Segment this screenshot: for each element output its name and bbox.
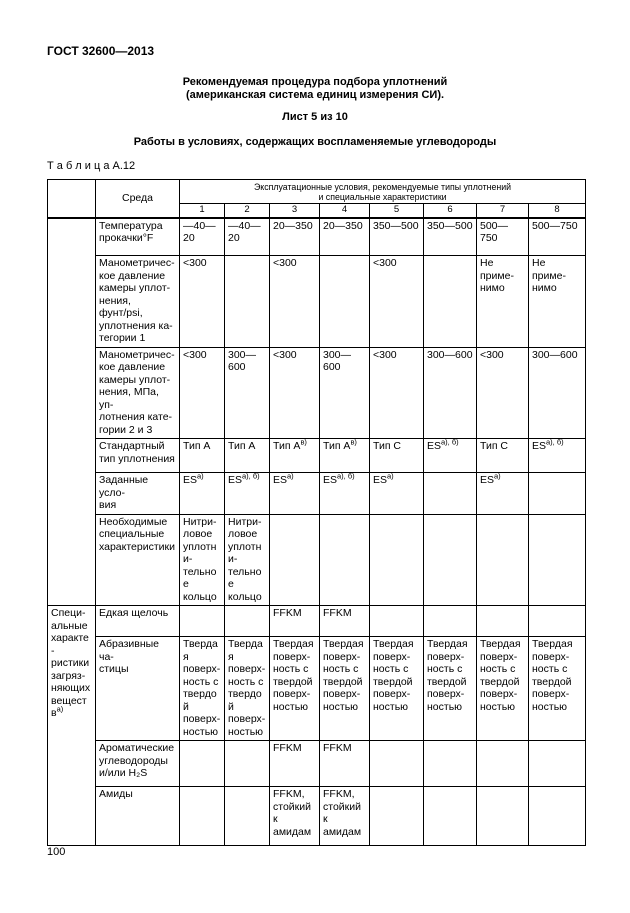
work-conditions-title: Работы в условиях, содержащих воспламеняемые углеводороды <box>133 136 497 148</box>
table-cell: 20—350 <box>270 218 320 256</box>
table-cell: Тип $А^{в)}$ <box>270 439 320 473</box>
row-label: Необходимые специальные характеристики <box>96 514 180 606</box>
table-row <box>48 439 586 473</box>
column-number: 6 <box>424 204 477 218</box>
doc-number: ГОСТ 32600—2013 <box>47 44 155 58</box>
table-cell <box>370 741 424 787</box>
table-cell <box>424 741 477 787</box>
table-row <box>48 473 586 515</box>
table-cell: Твердая поверх- ность с твердой поверх- ностью <box>424 637 477 741</box>
table-cell <box>370 514 424 606</box>
table-cell: FFKM, стойкий к амидам <box>270 787 320 846</box>
table-cell: $ES^{а), б)}$ <box>320 473 370 515</box>
table-cell: 300—600 <box>320 347 370 439</box>
table-cell: FFKM <box>320 606 370 637</box>
table-row <box>48 256 586 348</box>
table-cell: $ES^{а)}$ <box>270 473 320 515</box>
table-cell <box>477 606 529 637</box>
table-row <box>48 787 586 846</box>
table-cell: FFKM <box>270 606 320 637</box>
column-number: 3 <box>270 204 320 218</box>
table-cell: <300 <box>477 347 529 439</box>
table-cell: $ES^{а)}$ <box>477 473 529 515</box>
row-label: Абразивные ча- стицы <box>96 637 180 741</box>
table-cell: <300 <box>370 347 424 439</box>
table-cell <box>180 787 225 846</box>
table-cell <box>424 606 477 637</box>
table-cell: 350—500 <box>424 218 477 256</box>
table-cell: Не приме- нимо <box>477 256 529 348</box>
table-cell: <300 <box>370 256 424 348</box>
column-number: 1 <box>180 204 225 218</box>
column-number: 2 <box>225 204 270 218</box>
table-cell: Нитри- ловое уплотни- тельное кольцо <box>180 514 225 606</box>
table-cell <box>370 787 424 846</box>
row-label: Манометричес- кое давление камеры уплот- нения, фунт/psi, уплотнения ка- тегории 1 <box>96 256 180 348</box>
column-number: 8 <box>529 204 586 218</box>
table-cell: —40—20 <box>180 218 225 256</box>
table-cell <box>225 256 270 348</box>
row-label: Амиды <box>96 787 180 846</box>
table-cell: <300 <box>180 347 225 439</box>
table-row <box>48 514 586 606</box>
table-cell: 300—600 <box>225 347 270 439</box>
column-number: 4 <box>320 204 370 218</box>
table-cell <box>180 606 225 637</box>
table-cell <box>529 787 586 846</box>
seal-selection-table <box>47 179 586 846</box>
table-cell <box>477 741 529 787</box>
table-cell: Твердая поверх- ность с твердой поверх- ностью <box>529 637 586 741</box>
table-cell <box>424 256 477 348</box>
column-number: 7 <box>477 204 529 218</box>
table-cell <box>477 514 529 606</box>
table-cell: FFKM <box>270 741 320 787</box>
table-cell <box>370 606 424 637</box>
media-header: Среда <box>96 180 180 218</box>
table-cell: Тип С <box>370 439 424 473</box>
table-cell <box>529 514 586 606</box>
empty-group-cell <box>48 218 96 606</box>
procedure-title-line1: Рекомендуемая процедура подбора уплотнений <box>182 76 448 88</box>
table-cell: 300—600 <box>424 347 477 439</box>
table-cell: Тип $А^{в)}$ <box>320 439 370 473</box>
table-cell: Твердая поверх- ность с твердой поверх- ностью <box>370 637 424 741</box>
table-cell: —40—20 <box>225 218 270 256</box>
table-row <box>48 218 586 256</box>
table-cell: Твердая поверх- ность с твердой поверх- ностью <box>320 637 370 741</box>
table-row <box>48 347 586 439</box>
row-label: Манометричес- кое давление камеры уплот- нения, МПа, уп- лотнения кате- гории 2 и 3 <box>96 347 180 439</box>
table-cell <box>477 787 529 846</box>
table-cell <box>424 514 477 606</box>
table-cell <box>225 606 270 637</box>
table-cell <box>424 473 477 515</box>
conditions-header: Эксплуатационные условия, рекомендуемые типы уплотнений и специальные характеристики <box>180 180 586 204</box>
table-cell: Не приме- нимо <box>529 256 586 348</box>
corner-cell <box>48 180 96 218</box>
table-cell: Нитри- ловое уплотни- тельное кольцо <box>225 514 270 606</box>
document-header <box>0 76 630 149</box>
group-label: Специ- альные характе- ристики загряз- няющих веществ$^{а)}$ <box>48 606 96 846</box>
table-cell <box>529 606 586 637</box>
table-row <box>48 637 586 741</box>
table-cell: Тип А <box>225 439 270 473</box>
table-cell: $ES^{а)}$ <box>370 473 424 515</box>
row-label: Заданные усло- вия <box>96 473 180 515</box>
table-cell: Твердая поверх- ность с твердой поверх- ностью <box>270 637 320 741</box>
page-number: 100 <box>47 846 66 858</box>
row-label: Едкая щелочь <box>96 606 180 637</box>
table-cell: Твердая поверх- ность с твердой поверх- ностью <box>477 637 529 741</box>
table-cell <box>529 473 586 515</box>
table-cell: 300—600 <box>529 347 586 439</box>
table-cell <box>225 741 270 787</box>
table-cell: Тип С <box>477 439 529 473</box>
row-label: Ароматические углеводороды и/или H₂S <box>96 741 180 787</box>
table-cell: $ES^{а)}$ <box>180 473 225 515</box>
table-cell: 350—500 <box>370 218 424 256</box>
table-cell <box>180 741 225 787</box>
table-cell: 500—750 <box>529 218 586 256</box>
procedure-title-line2: (американская система единиц измерения СИ). <box>185 89 445 101</box>
table-cell <box>225 787 270 846</box>
table-cell <box>320 514 370 606</box>
table-cell <box>424 787 477 846</box>
table-cell: Твердая поверх- ность с твердой поверх- ностью <box>180 637 225 741</box>
table-cell: 500—750 <box>477 218 529 256</box>
table-cell: <300 <box>270 256 320 348</box>
table-cell: <300 <box>180 256 225 348</box>
table-cell: Тип А <box>180 439 225 473</box>
row-label: Температура прокачки°F <box>96 218 180 256</box>
table-cell: $ES^{а), б)}$ <box>529 439 586 473</box>
table-cell: FFKM <box>320 741 370 787</box>
sheet-number: Лист 5 из 10 <box>282 111 348 123</box>
table-row <box>48 741 586 787</box>
table-row <box>48 606 586 637</box>
table-cell <box>270 514 320 606</box>
table-cell: 20—350 <box>320 218 370 256</box>
table-cell <box>529 741 586 787</box>
table-cell: $ES^{а), б)}$ <box>424 439 477 473</box>
table-cell: <300 <box>270 347 320 439</box>
column-number: 5 <box>370 204 424 218</box>
table-cell: FFKM, стойкий к амидам <box>320 787 370 846</box>
table-caption: Т а б л и ц а А.12 <box>47 160 136 172</box>
row-label: Стандартный тип уплотнения <box>96 439 180 473</box>
table-cell: $ES^{а), б)}$ <box>225 473 270 515</box>
table-cell <box>320 256 370 348</box>
table-cell: Твердая поверх- ность с твердой поверх- ностью <box>225 637 270 741</box>
